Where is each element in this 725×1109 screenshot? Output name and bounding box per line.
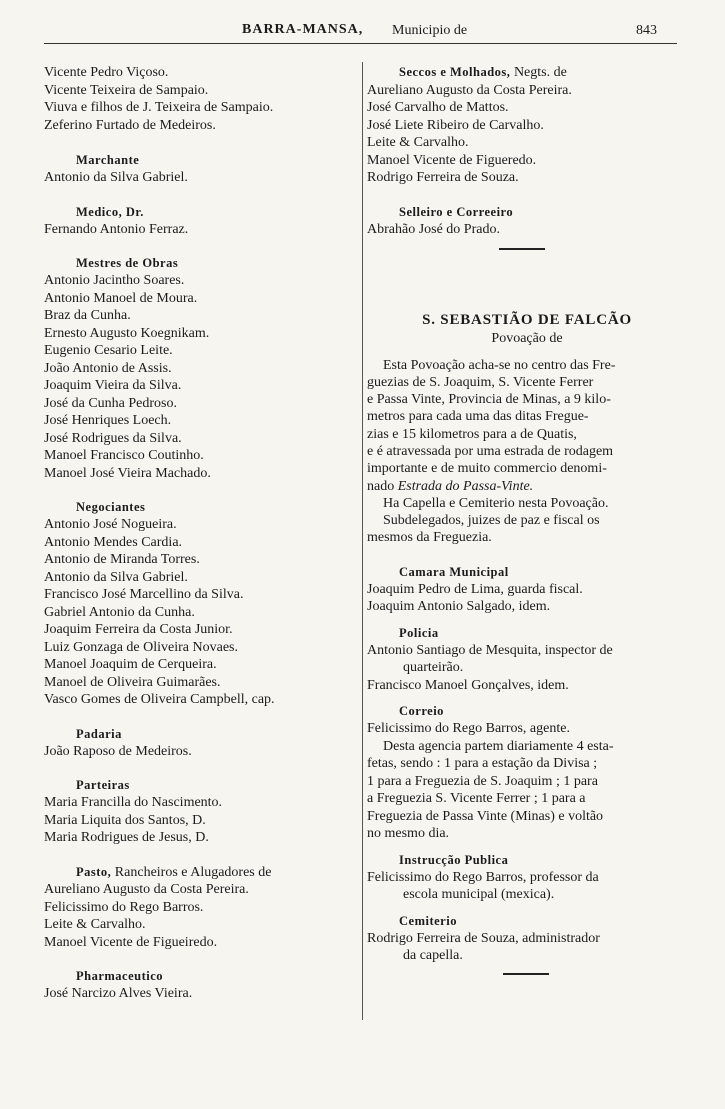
list-item: João Antonio de Assis.	[44, 360, 172, 376]
list-item: Luiz Gonzaga de Oliveira Novaes.	[44, 639, 238, 655]
description-line: Ha Capella e Cemiterio nesta Povoação.	[383, 495, 609, 511]
section-heading-selleiro: Selleiro e Correeiro	[399, 204, 514, 219]
list-item: Antonio José Nogueira.	[44, 517, 177, 532]
description-line: Esta Povoação acha-se no centro das Fre-	[383, 357, 616, 373]
pasto-heading-bold: Pasto,	[76, 864, 112, 879]
list-item: Manoel de Oliveira Guimarães.	[44, 674, 221, 690]
description-paragraph	[367, 357, 687, 547]
left-column	[44, 64, 360, 1003]
section-heading-pasto	[44, 864, 360, 882]
description-line: mesmos da Freguezia.	[367, 530, 492, 546]
list-item: Manoel Joaquim de Cerqueira.	[44, 657, 217, 672]
list-item: Braz da Cunha.	[44, 308, 131, 323]
header-title: BARRA-MANSA,	[242, 22, 364, 37]
list-item: Joaquim Ferreira da Costa Junior.	[44, 622, 233, 637]
list-item: Maria Francilla do Nascimento.	[44, 795, 223, 810]
list-item: Francisco Manoel Gonçalves, idem.	[367, 677, 569, 693]
list-item: Aureliano Augusto da Costa Pereira.	[367, 82, 572, 98]
section-heading-seccos	[367, 64, 687, 82]
right-column	[367, 64, 687, 975]
list-item: Rodrigo Ferreira de Souza.	[367, 170, 519, 185]
list-item: fetas, sendo : 1 para a estação da Divisa ;	[367, 756, 598, 772]
section-heading-medico: Medico, Dr.	[76, 204, 144, 219]
list-item: Joaquim Pedro de Lima, guarda fiscal.	[367, 581, 583, 597]
list-item: Joaquim Vieira da Silva.	[44, 378, 182, 393]
column-divider	[362, 62, 363, 1020]
list-item: 1 para a Freguezia de S. Joaquim ; 1 para	[367, 773, 598, 789]
list-item: Vicente Pedro Viçoso.	[44, 65, 169, 80]
section-rule	[503, 973, 549, 975]
list-item: José Henriques Loech.	[44, 413, 172, 428]
list-item: escola municipal (mexica).	[403, 887, 555, 903]
list-item: José Liete Ribeiro de Carvalho.	[367, 117, 544, 133]
description-last-line	[367, 478, 687, 495]
description-line: metros para cada uma das ditas Fregue-	[367, 409, 589, 425]
list-item: Francisco José Marcellino da Silva.	[44, 587, 244, 602]
list-item: quarteirão.	[403, 660, 464, 676]
list-item: Felicissimo do Rego Barros, professor da	[367, 869, 599, 885]
list-item: Zeferino Furtado de Medeiros.	[44, 117, 216, 133]
list-item: José da Cunha Pedroso.	[44, 395, 177, 411]
description-line: Subdelegados, juizes de paz e fiscal os	[383, 513, 600, 529]
list-item: Maria Liquita dos Santos, D.	[44, 812, 206, 828]
section-heading-cemiterio: Cemiterio	[399, 913, 457, 928]
road-name: Estrada do Passa-Vinte.	[397, 478, 534, 494]
section-heading-negociantes: Negociantes	[76, 500, 146, 514]
list-item: no mesmo dia.	[367, 826, 450, 842]
list-item: Felicissimo do Rego Barros.	[44, 899, 204, 915]
list-item: Antonio Mendes Cardia.	[44, 534, 183, 550]
seccos-heading-bold: Seccos e Molhados,	[399, 65, 511, 79]
list-item: Manoel Francisco Coutinho.	[44, 448, 204, 463]
description-line: e Passa Vinte, Provincia de Minas, a 9 kilo-	[367, 392, 611, 408]
list-item: Leite & Carvalho.	[367, 135, 469, 150]
list-item: Manoel José Vieira Machado.	[44, 465, 211, 481]
pasto-heading-rest: Rancheiros e Alugadores de	[111, 864, 272, 880]
description-line: e é atravessada por uma estrada de rodagem	[367, 443, 614, 459]
header-subtitle: Municipio de	[392, 23, 468, 38]
section-subtitle: Povoação de	[491, 331, 563, 346]
list-item: Gabriel Antonio da Cunha.	[44, 604, 195, 620]
list-item: Antonio Santiago de Mesquita, inspector de	[367, 642, 613, 658]
section-heading-correio: Correio	[399, 704, 444, 719]
list-item: Freguezia de Passa Vinte (Minas) e voltão	[367, 808, 604, 824]
list-item: Vasco Gomes de Oliveira Campbell, cap.	[44, 692, 275, 707]
section-heading-pharmaceutico: Pharmaceutico	[76, 969, 164, 983]
list-item: Antonio da Silva Gabriel.	[44, 569, 188, 585]
description-line: importante e de muito commercio denomi-	[367, 461, 607, 477]
list-item: Antonio da Silva Gabriel.	[44, 170, 188, 185]
list-item: Felicissimo do Rego Barros, agente.	[367, 721, 570, 737]
list-item: Antonio Jacintho Soares.	[44, 273, 185, 288]
section-heading-padaria: Padaria	[76, 726, 122, 741]
list-item: Viuva e filhos de J. Teixeira de Sampaio.	[44, 100, 274, 115]
page-header	[0, 22, 725, 44]
list-item: Manoel Vicente de Figueiredo.	[44, 934, 218, 950]
list-item: Maria Rodrigues de Jesus, D.	[44, 830, 209, 845]
section-heading-camara: Camara Municipal	[399, 564, 509, 579]
list-item: Vicente Teixeira de Sampaio.	[44, 82, 209, 98]
section-heading-parteiras: Parteiras	[76, 778, 130, 792]
description-line: guezias de S. Joaquim, S. Vicente Ferrer	[367, 374, 594, 390]
list-item: Antonio Manoel de Moura.	[44, 290, 198, 306]
description-line: zias e 15 kilometros para a de Quatis,	[367, 426, 577, 442]
list-item: Leite & Carvalho.	[44, 917, 146, 932]
list-item: da capella.	[403, 948, 463, 964]
list-item: Abrahão José do Prado.	[367, 221, 500, 237]
section-heading-mestres: Mestres de Obras	[76, 256, 179, 270]
description-line: nado	[367, 478, 398, 494]
list-item: José Narcizo Alves Vieira.	[44, 986, 193, 1001]
page-number: 843	[636, 23, 657, 38]
list-item: João Raposo de Medeiros.	[44, 743, 192, 759]
seccos-heading-rest: Negts. de	[510, 65, 567, 80]
list-item: Desta agencia partem diariamente 4 esta-	[383, 738, 614, 754]
header-rule	[44, 43, 677, 44]
list-item: Joaquim Antonio Salgado, idem.	[367, 599, 551, 615]
list-item: José Carvalho de Mattos.	[367, 100, 509, 115]
section-title: S. SEBASTIÃO DE FALCÃO	[422, 312, 632, 328]
list-item: Eugenio Cesario Leite.	[44, 343, 173, 358]
section-heading-policia: Policia	[399, 625, 439, 640]
list-item: a Freguezia S. Vicente Ferrer ; 1 para a	[367, 791, 586, 807]
list-item: Ernesto Augusto Koegnikam.	[44, 325, 210, 341]
list-item: Antonio de Miranda Torres.	[44, 552, 200, 567]
list-item: Manoel Vicente de Figueredo.	[367, 152, 537, 168]
section-heading-marchante: Marchante	[76, 153, 140, 167]
list-item: Aureliano Augusto da Costa Pereira.	[44, 882, 249, 897]
section-heading-instruccao: Instrucção Publica	[399, 852, 509, 867]
list-item: José Rodrigues da Silva.	[44, 430, 182, 446]
list-item: Fernando Antonio Ferraz.	[44, 221, 189, 237]
list-item: Rodrigo Ferreira de Souza, administrador	[367, 930, 600, 946]
